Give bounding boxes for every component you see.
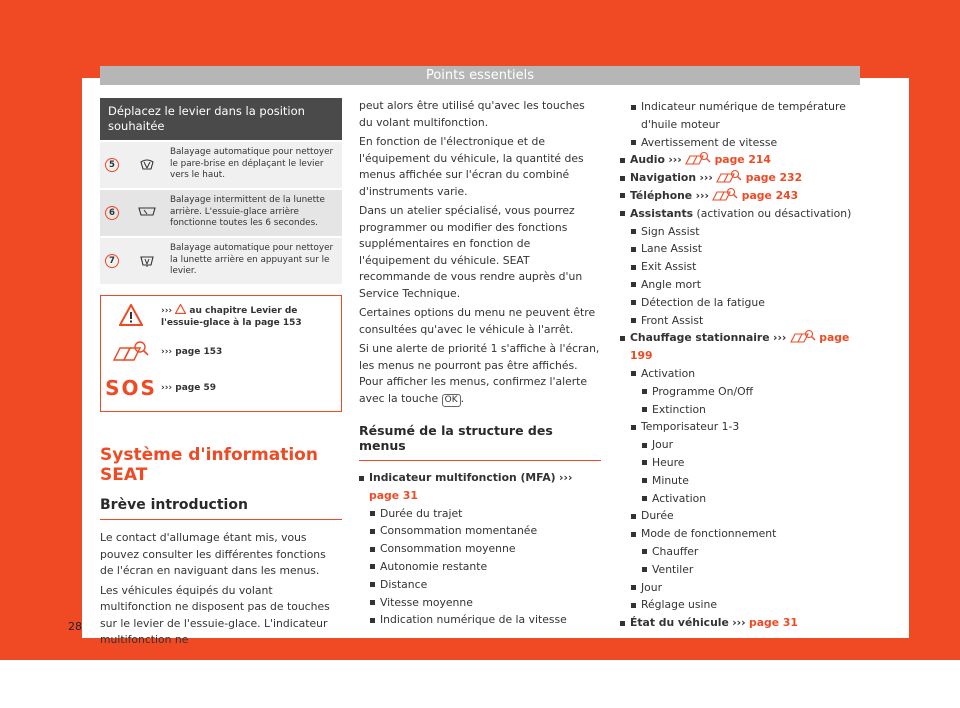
warning-reference[interactable]: ››› au chapitre Levier de l'essuie-glace à la page 153	[161, 306, 302, 328]
page-number: 28	[68, 620, 82, 633]
section-subtitle: Brève introduction	[100, 497, 342, 520]
list-item: Indicateur numérique de température d'huile moteur	[620, 98, 870, 134]
paragraph: Certaines options du menu ne peuvent être consultées qu'avec le véhicule à l'arrêt.	[359, 306, 596, 336]
page-link[interactable]: page 31	[749, 616, 798, 630]
book-icon	[716, 169, 742, 183]
list-item: Avertissement de vitesse	[620, 134, 870, 152]
sos-icon: SOS	[105, 376, 157, 400]
list-item: Réglage usine	[620, 596, 870, 614]
paragraph: peut alors être utilisé qu'avec les touches du volant multifonction.	[359, 99, 585, 129]
row-number: 7	[105, 254, 119, 268]
book-reference[interactable]: ››› page 153	[161, 347, 223, 357]
book-icon	[790, 329, 816, 343]
list-item: Détection de la fatigue	[620, 294, 870, 312]
list-item: Heure	[620, 454, 870, 472]
list-item: Chauffer	[620, 543, 870, 561]
row-description: Balayage automatique pour nettoyer la lunette arrière en appuyant sur le levier.	[170, 243, 334, 276]
list-item: Vitesse moyenne	[359, 594, 601, 612]
sos-reference[interactable]: ››› page 59	[161, 383, 216, 393]
list-item: Jour	[620, 436, 870, 454]
book-icon	[112, 340, 150, 362]
list-item: Programme On/Off	[620, 383, 870, 401]
list-item: Ventiler	[620, 561, 870, 579]
list-item: Activation	[620, 365, 870, 383]
table-row	[100, 236, 342, 284]
book-icon	[685, 151, 711, 165]
page-link[interactable]: page 243	[741, 188, 799, 202]
warning-icon	[119, 304, 143, 326]
list-item: Temporisateur 1-3	[620, 418, 870, 436]
paragraph: En fonction de l'électronique et de l'équipement du véhicule, la quantité des menus affichée sur l'écran du combiné d'instruments varie.	[359, 135, 584, 198]
row-description: Balayage intermittent de la lunette arrière. L'essuie-glace arrière fonctionne toutes les 6 secondes.	[170, 195, 325, 228]
list-item: Angle mort	[620, 276, 870, 294]
list-item: Indication numérique de la vitesse	[359, 611, 601, 629]
list-item: Front Assist	[620, 312, 870, 330]
book-icon	[712, 187, 738, 201]
paragraph: Le contact d'allumage étant mis, vous pouvez consulter les différentes fonctions de l'écran en naviguant dans les menus.	[100, 531, 326, 577]
list-item: Navigation ››› page 232	[620, 169, 870, 187]
list-item: Durée du trajet	[359, 505, 601, 523]
list-item: Sign Assist	[620, 223, 870, 241]
list-item: Consommation momentanée	[359, 522, 601, 540]
list-item: Consommation moyenne	[359, 540, 601, 558]
menu-structure-heading: Résumé de la structure des menus	[359, 423, 601, 461]
page-header: Points essentiels	[100, 66, 860, 85]
list-item: Mode de fonctionnement	[620, 525, 870, 543]
menu-list	[359, 469, 601, 629]
row-number: 6	[105, 206, 119, 220]
page-link[interactable]: page 214	[714, 153, 771, 167]
page-link[interactable]: page 199	[630, 331, 850, 363]
paragraph: Si une alerte de priorité 1 s'affiche à l'écran, les menus ne pourront pas être affichés. Pour afficher les menus, confirmez l'alerte avec la touche OK .	[359, 342, 600, 405]
row-number: 5	[105, 158, 119, 172]
column-middle	[359, 98, 601, 629]
page-link[interactable]: page 232	[745, 171, 803, 185]
list-item: Indicateur multifonction (MFA) ››› page 31	[359, 469, 601, 505]
list-item: Lane Assist	[620, 240, 870, 258]
table-heading: Déplacez le levier dans la position souhaitée	[100, 98, 342, 140]
page-link[interactable]: page 31	[369, 488, 418, 502]
rear-washer-icon	[139, 253, 155, 269]
ok-key: OK	[442, 394, 461, 407]
list-item: Audio ››› page 214	[620, 151, 870, 169]
column-right	[620, 98, 870, 632]
list-item: Distance	[359, 576, 601, 594]
column-left	[100, 98, 342, 649]
list-item: Téléphone ››› page 243	[620, 187, 870, 205]
section-title: Système d'information SEAT	[100, 445, 318, 485]
list-item: Jour	[620, 579, 870, 597]
paragraph: Dans un atelier spécialisé, vous pourrez programmer ou modifier des fonctions supplémentaires en fonction de l'équipement du véhicule. SEAT recommande de vous rendre auprès d'un Service Technique.	[359, 204, 583, 300]
list-item: Exit Assist	[620, 258, 870, 276]
wiper-auto-icon	[139, 157, 155, 171]
list-item: Assistants (activation ou désactivation)	[620, 205, 870, 223]
list-item: Chauffage stationnaire ››› page 199	[620, 329, 870, 365]
list-item: Durée	[620, 507, 870, 525]
table-row	[100, 188, 342, 236]
list-item: Extinction	[620, 401, 870, 419]
table-row	[100, 140, 342, 188]
paragraph: Les véhicules équipés du volant multifonction ne disposent pas de touches sur le levier de l'essuie-glace. L'indicateur multifonction ne	[100, 583, 330, 646]
menu-list-continued	[620, 98, 870, 632]
warning-small-icon	[175, 304, 186, 314]
list-item: Activation	[620, 490, 870, 508]
rear-wiper-interval-icon	[138, 205, 156, 217]
list-item: Autonomie restante	[359, 558, 601, 576]
row-description: Balayage automatique pour nettoyer le pare-brise en déplaçant le levier vers le haut.	[170, 147, 334, 180]
list-item: État du véhicule ››› page 31	[620, 614, 870, 632]
reference-box	[100, 295, 342, 412]
list-item: Minute	[620, 472, 870, 490]
